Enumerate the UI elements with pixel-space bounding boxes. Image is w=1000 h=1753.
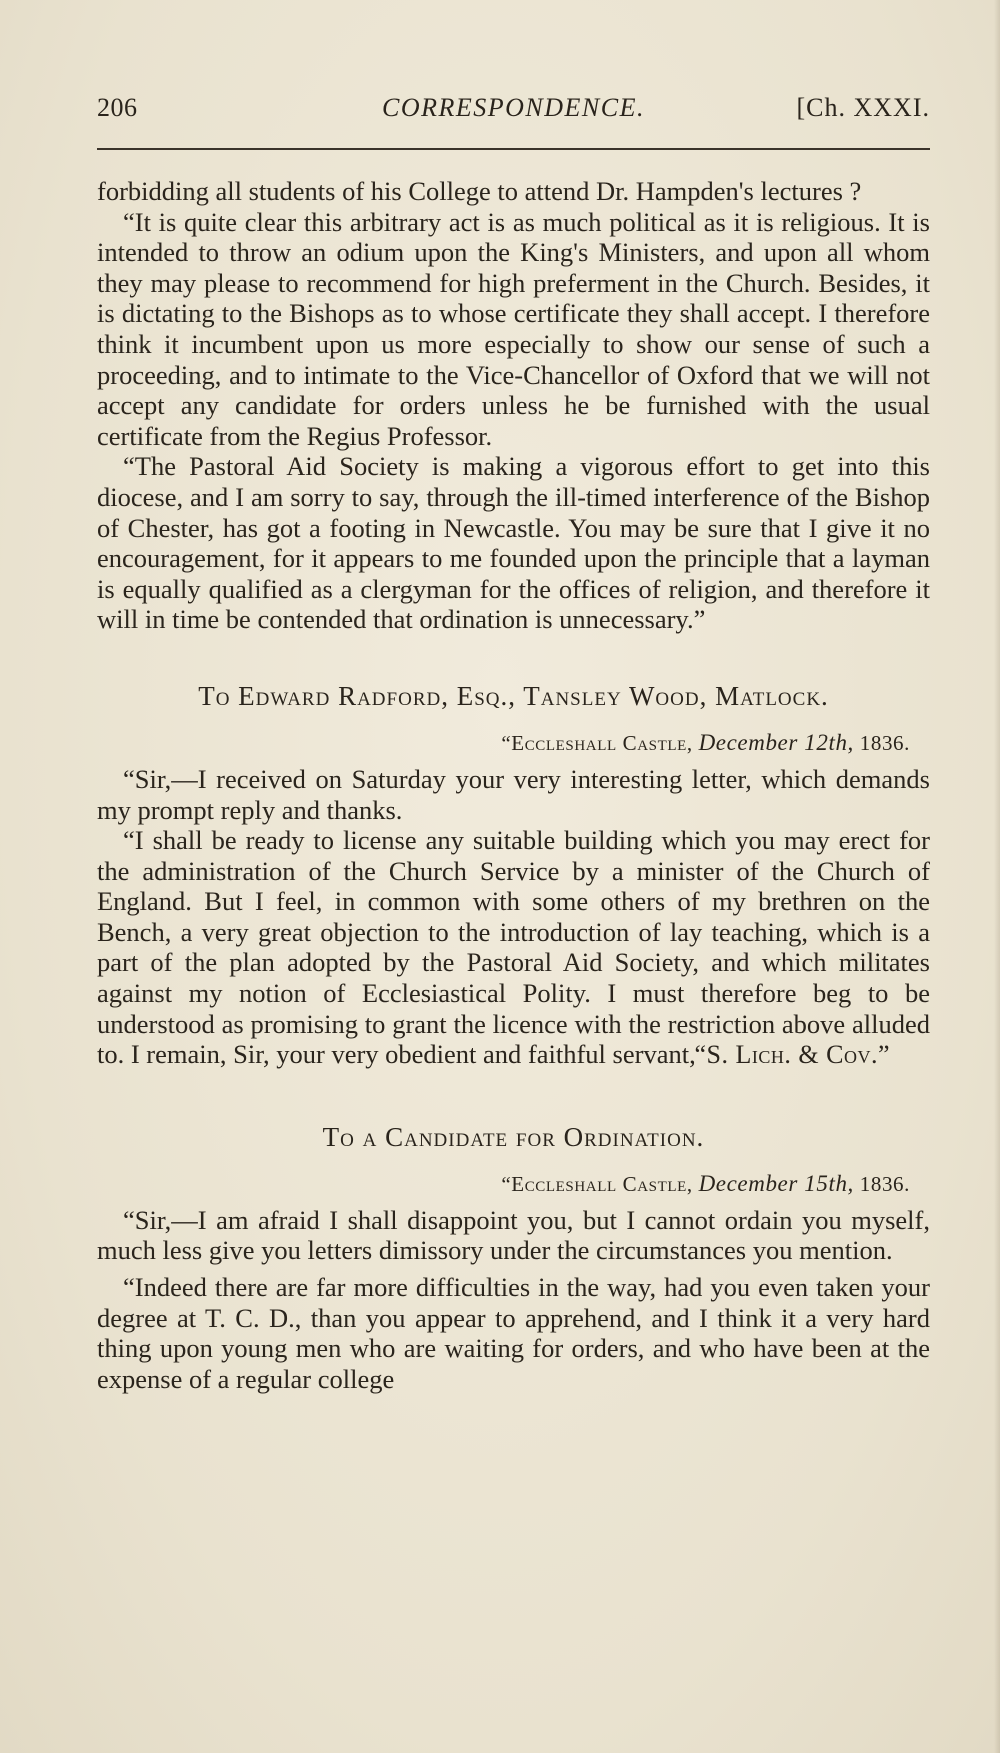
dateline-date: December 12th, (698, 729, 854, 755)
page-number: 206 (97, 93, 138, 122)
letter-heading-candidate: To a Candidate for Ordination. (322, 1121, 705, 1152)
letter-candidate-paragraph: “Indeed there are far more difficulties in the way, had you even taken your degree at T. C. D., than you appear to apprehend, and I think it a very hard thing upon young men who are waiting for orders, and who have been at the expense of a regular college (97, 1272, 930, 1394)
header-rule (97, 148, 930, 150)
letter-candidate-paragraph: “Sir,—I am afraid I shall disappoint you, but I cannot ordain you myself, much less give you letters dimissory under the circumstances you mention. (97, 1204, 930, 1266)
dateline-year: 1836. (859, 730, 910, 755)
dateline-radford (97, 730, 930, 756)
dateline-place: “Eccleshall Castle, (501, 1171, 693, 1196)
dateline-year: 1836. (859, 1171, 910, 1196)
letter-heading-radford: To Edward Radford, Esq., Tansley Wood, Matlock. (198, 680, 829, 711)
page-header (97, 93, 930, 133)
chapter-reference: [Ch. XXXI. (796, 93, 930, 122)
body-text (97, 176, 930, 1394)
dateline-date: December 15th, (698, 1170, 854, 1196)
paragraph-pastoral-aid: “The Pastoral Aid Society is making a vigorous effort to get into this diocese, and I am sorry to say, through the ill-timed interference of the Bishop of Chester, has got a footing in Newcastle. You may be sure that I give it no encouragement, for it appears to me founded upon the principle that a layman is equally qualified as a clergyman for the offices of religion, and therefore it will in time be contended that ordination is unnecessary.” (97, 451, 930, 635)
page-edge-shadow (994, 0, 1000, 1753)
signature-radford: “S. Lich. & Cov.” (694, 1039, 890, 1069)
paragraph-continuation: forbidding all students of his College to attend Dr. Hampden's lectures ? (97, 176, 862, 206)
letter-radford-paragraph: “Sir,—I received on Saturday your very interesting letter, which demands my prompt reply and thanks. (97, 763, 930, 825)
dateline-candidate (97, 1171, 930, 1197)
letter-radford-paragraph: “I shall be ready to license any suitable building which you may erect for the administration of the Church Service by a minister of the Church of England. But I feel, in common with some others of my brethren on the Bench, a very great objection to the introduction of lay teaching, which is a part of the plan adopted by the Pastoral Aid Society, and which militates against my notion of Ecclesiastical Polity. I must therefore beg to be understood as promising to grant the licence with the restriction above alluded to. I remain, Sir, your very obedient and faithful servant, (97, 825, 930, 1070)
dateline-place: “Eccleshall Castle, (501, 730, 693, 755)
paragraph-arbitrary-act: “It is quite clear this arbitrary act is as much political as it is religious. It is intended to throw an odium upon the King's Ministers, and upon all whom they may please to recommend for high preferment in the Church. Besides, it is dictating to the Bishops as to whose certificate they shall accept. I therefore think it incumbent upon us more especially to show our sense of such a proceeding, and to intimate to the Vice-Chancellor of Oxford that we will not accept any candidate for orders unless he be furnished with the usual certificate from the Regius Professor. (97, 206, 930, 451)
running-head: CORRESPONDENCE. (382, 93, 645, 122)
